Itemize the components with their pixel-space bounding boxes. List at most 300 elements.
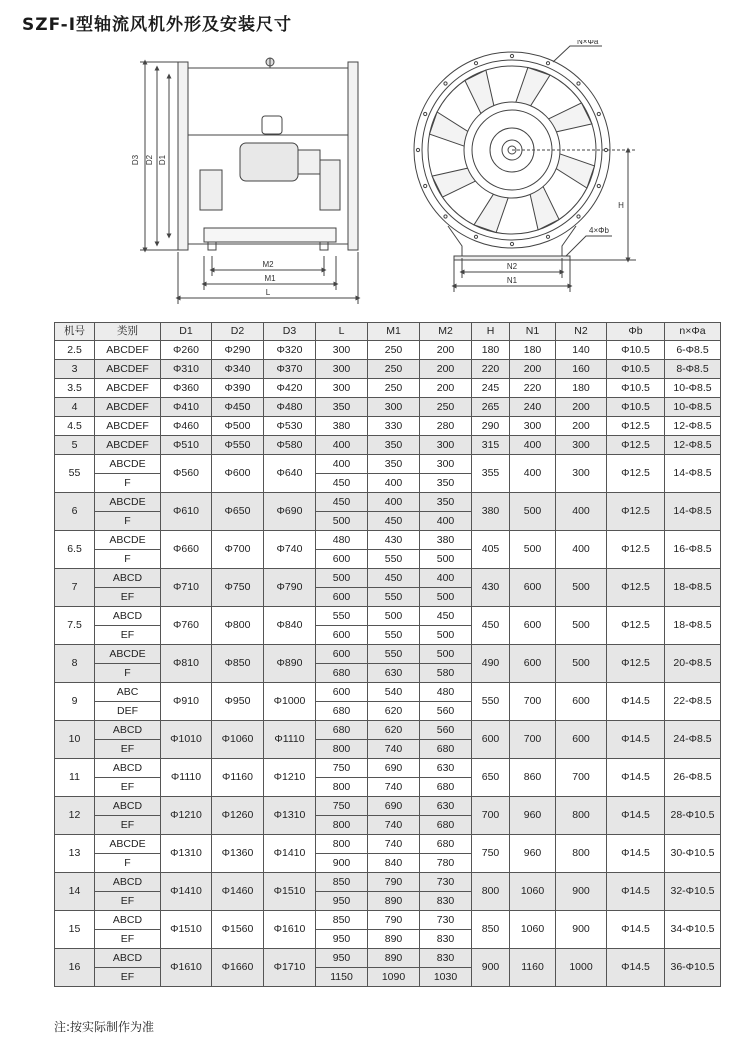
table-row [55,531,721,550]
table-cell: 400 [420,512,472,531]
table-row [55,949,721,968]
table-cell: 16-Φ8.5 [665,531,721,569]
bolt-hole [424,184,427,187]
table-cell: 560 [420,721,472,740]
table-cell: ABCD [95,607,161,626]
table-cell: 180 [510,341,556,360]
table-cell: 680 [316,721,368,740]
table-cell: Φ1210 [161,797,212,835]
table-cell: Φ790 [264,569,316,607]
table-cell: Φ14.5 [607,759,665,797]
table-cell: 700 [556,759,607,797]
table-cell: Φ650 [212,493,264,531]
table-cell: 26-Φ8.5 [665,759,721,797]
table-row [55,683,721,702]
table-cell: 350 [368,455,420,474]
table-cell: 500 [556,607,607,645]
table-cell: 250 [368,379,420,398]
table-cell: 7.5 [55,607,95,645]
table-cell: 400 [316,436,368,455]
table-cell: 500 [510,531,556,569]
table-cell: 400 [510,436,556,455]
table-cell: Φ12.5 [607,531,665,569]
table-cell: Φ610 [161,493,212,531]
table-cell: 3.5 [55,379,95,398]
table-cell: 34-Φ10.5 [665,911,721,949]
label-l: L [265,288,271,297]
table-cell: 300 [420,436,472,455]
table-cell: Φ740 [264,531,316,569]
table-cell: 600 [472,721,510,759]
table-cell: 28-Φ10.5 [665,797,721,835]
table-cell: 220 [510,379,556,398]
table-cell: 450 [316,474,368,493]
table-cell: 500 [420,645,472,664]
table-cell: EF [95,740,161,759]
table-cell: Φ660 [161,531,212,569]
table-cell: Φ12.5 [607,417,665,436]
table-cell: Φ480 [264,398,316,417]
label-n1: N1 [506,276,518,285]
table-cell: 30-Φ10.5 [665,835,721,873]
table-cell: 400 [420,569,472,588]
table-cell: Φ1410 [264,835,316,873]
table-cell: 22-Φ8.5 [665,683,721,721]
table-cell: Φ1360 [212,835,264,873]
table-cell: 890 [368,949,420,968]
table-row [55,417,721,436]
table-cell: 300 [556,455,607,493]
bolt-hole [444,215,447,218]
table-row [55,493,721,512]
table-cell: Φ840 [264,607,316,645]
label-n2: N2 [506,262,518,271]
column-header: Φb [607,323,665,341]
table-cell: 960 [510,797,556,835]
table-cell: 6-Φ8.5 [665,341,721,360]
table-cell: Φ700 [212,531,264,569]
table-cell: Φ12.5 [607,607,665,645]
table-cell: 13 [55,835,95,873]
bolt-hole [424,112,427,115]
table-row [55,455,721,474]
column-header: H [472,323,510,341]
table-cell: EF [95,626,161,645]
column-header: N2 [556,323,607,341]
table-cell: ABCDE [95,835,161,854]
table-cell: 265 [472,398,510,417]
table-cell: Φ14.5 [607,797,665,835]
table-cell: 800 [316,835,368,854]
table-cell: 9 [55,683,95,721]
table-cell: 900 [316,854,368,873]
table-cell: 840 [368,854,420,873]
side-view [140,58,358,304]
table-cell: 680 [420,816,472,835]
column-header: M1 [368,323,420,341]
table-cell: 1060 [510,873,556,911]
table-cell: Φ14.5 [607,911,665,949]
table-cell: ABCD [95,721,161,740]
table-cell: 800 [472,873,510,911]
table-cell: 550 [316,607,368,626]
table-cell: 700 [510,683,556,721]
table-cell: Φ530 [264,417,316,436]
table-cell: 16 [55,949,95,987]
table-cell: Φ1510 [161,911,212,949]
table-cell: Φ10.5 [607,360,665,379]
bolt-hole [546,235,549,238]
table-cell: 3 [55,360,95,379]
table-row [55,360,721,379]
table-cell: EF [95,588,161,607]
table-cell: 140 [556,341,607,360]
table-cell: 15 [55,911,95,949]
table-cell: 850 [316,911,368,930]
table-cell: Φ14.5 [607,835,665,873]
table-cell: Φ640 [264,455,316,493]
table-cell: Φ1310 [161,835,212,873]
table-cell: 600 [556,683,607,721]
bolt-hole [577,82,580,85]
table-cell: 36-Φ10.5 [665,949,721,987]
table-cell: 600 [556,721,607,759]
table-cell: 245 [472,379,510,398]
bolt-hole [510,54,513,57]
table-cell: ABCD [95,949,161,968]
table-cell: 800 [556,835,607,873]
table-cell: 790 [368,911,420,930]
bolt-hole [577,215,580,218]
table-cell: 500 [556,645,607,683]
table-cell: 240 [510,398,556,417]
table-cell: 180 [472,341,510,360]
table-cell: 8 [55,645,95,683]
table-cell: 850 [472,911,510,949]
table-cell: 400 [368,474,420,493]
table-cell: Φ1510 [264,873,316,911]
table-cell: Φ1160 [212,759,264,797]
table-cell: 620 [368,721,420,740]
table-cell: 1090 [368,968,420,987]
bolt-hole [474,235,477,238]
table-cell: Φ10.5 [607,398,665,417]
front-view [414,46,636,292]
table-cell: 500 [556,569,607,607]
page-title: SZF-Ⅰ型轴流风机外形及安装尺寸 [22,15,293,35]
table-row [55,759,721,778]
table-cell: 740 [368,740,420,759]
column-header: 类别 [95,323,161,341]
table-cell: 14-Φ8.5 [665,455,721,493]
table-cell: 480 [420,683,472,702]
table-cell: Φ10.5 [607,341,665,360]
table-cell: 12-Φ8.5 [665,417,721,436]
table-cell: 500 [420,550,472,569]
table-cell: 400 [368,493,420,512]
table-cell: Φ1460 [212,873,264,911]
table-cell: Φ370 [264,360,316,379]
table-cell: 800 [316,740,368,759]
table-cell: Φ750 [212,569,264,607]
table-cell: 700 [472,797,510,835]
table-cell: Φ950 [212,683,264,721]
table-row [55,721,721,740]
column-header: N1 [510,323,556,341]
table-cell: Φ850 [212,645,264,683]
table-cell: 12 [55,797,95,835]
label-h: H [618,201,624,210]
table-cell: 300 [316,360,368,379]
table-row [55,379,721,398]
table-cell: 250 [368,360,420,379]
table-cell: 300 [316,379,368,398]
table-row [55,607,721,626]
table-cell: 860 [510,759,556,797]
table-header-row [55,323,721,341]
table-cell: 500 [316,569,368,588]
table-cell: Φ1560 [212,911,264,949]
table-cell: 6 [55,493,95,531]
table-cell: 350 [420,474,472,493]
table-cell: 20-Φ8.5 [665,645,721,683]
table-cell: ABCD [95,569,161,588]
table-cell: F [95,512,161,531]
table-cell: Φ550 [212,436,264,455]
table-cell: Φ14.5 [607,721,665,759]
table-cell: 400 [510,455,556,493]
table-cell: 400 [316,455,368,474]
table-cell: Φ760 [161,607,212,645]
table-cell: 220 [472,360,510,379]
table-cell: ABCDE [95,455,161,474]
table-cell: 8-Φ8.5 [665,360,721,379]
table-cell: Φ260 [161,341,212,360]
table-cell: 690 [368,797,420,816]
table-cell: 900 [556,873,607,911]
table-cell: Φ12.5 [607,493,665,531]
table-cell: 10 [55,721,95,759]
table-cell: Φ420 [264,379,316,398]
dimensions-table [54,322,721,987]
table-cell: 7 [55,569,95,607]
table-cell: 280 [420,417,472,436]
table-cell: 500 [510,493,556,531]
table-cell: ABCDEF [95,417,161,436]
bolt-hole [416,148,419,151]
bolt-hole [597,184,600,187]
bolt-hole [474,62,477,65]
table-cell: 200 [556,417,607,436]
table-cell: EF [95,816,161,835]
table-cell: ABCD [95,797,161,816]
table-cell: 680 [316,664,368,683]
table-cell: 380 [316,417,368,436]
table-cell: 550 [368,588,420,607]
table-cell: 850 [316,873,368,892]
table-cell: 400 [556,493,607,531]
table-cell: 600 [510,569,556,607]
table-cell: 5 [55,436,95,455]
table-cell: 4 [55,398,95,417]
table-cell: Φ340 [212,360,264,379]
table-cell: 300 [420,455,472,474]
column-header: D2 [212,323,264,341]
column-header: D1 [161,323,212,341]
table-cell: 600 [316,626,368,645]
table-cell: 500 [316,512,368,531]
table-cell: 160 [556,360,607,379]
bolt-hole [510,242,513,245]
table-cell: 450 [368,512,420,531]
table-cell: 740 [368,816,420,835]
table-cell: 490 [472,645,510,683]
table-cell: 680 [420,778,472,797]
table-cell: Φ290 [212,341,264,360]
label-d1: D1 [158,154,167,166]
table-cell: Φ390 [212,379,264,398]
table-cell: 750 [316,797,368,816]
table-cell: Φ1000 [264,683,316,721]
table-cell: 380 [420,531,472,550]
table-cell: 6.5 [55,531,95,569]
label-4-phi-b: 4×Φb [589,226,609,235]
table-row [55,645,721,664]
table-cell: 580 [420,664,472,683]
table-cell: 600 [510,645,556,683]
table-cell: 10-Φ8.5 [665,398,721,417]
table-cell: 500 [420,626,472,645]
table-cell: ABCDE [95,493,161,512]
table-cell: 830 [420,930,472,949]
table-cell: Φ580 [264,436,316,455]
table-row [55,835,721,854]
label-n-phi-a: N×Φa [577,40,599,46]
table-cell: Φ14.5 [607,873,665,911]
table-cell: EF [95,968,161,987]
table-cell: Φ600 [212,455,264,493]
table-cell: Φ510 [161,436,212,455]
table-cell: 740 [368,835,420,854]
table-cell: Φ1610 [264,911,316,949]
table-cell: Φ1110 [264,721,316,759]
table-cell: ABC [95,683,161,702]
table-cell: 750 [316,759,368,778]
table-cell: 300 [368,398,420,417]
table-cell: 12-Φ8.5 [665,436,721,455]
table-cell: Φ890 [264,645,316,683]
table-row [55,341,721,360]
table-cell: 330 [368,417,420,436]
table-cell: ABCDE [95,531,161,550]
table-cell: 500 [368,607,420,626]
table-cell: Φ1210 [264,759,316,797]
table-cell: F [95,550,161,569]
table-cell: 200 [556,398,607,417]
table-cell: 405 [472,531,510,569]
bolt-hole [444,82,447,85]
table-cell: 350 [368,436,420,455]
table-cell: F [95,474,161,493]
table-cell: 800 [556,797,607,835]
table-cell: 200 [510,360,556,379]
table-cell: Φ12.5 [607,569,665,607]
table-cell: EF [95,892,161,911]
table-cell: Φ1410 [161,873,212,911]
table-cell: Φ12.5 [607,645,665,683]
table-cell: 550 [368,626,420,645]
label-m2: M2 [262,260,274,269]
table-cell: 730 [420,873,472,892]
table-cell: Φ460 [161,417,212,436]
table-cell: 790 [368,873,420,892]
table-row [55,569,721,588]
table-cell: ABCD [95,873,161,892]
table-cell: ABCDE [95,645,161,664]
table-cell: 480 [316,531,368,550]
table-cell: 350 [420,493,472,512]
table-cell: 450 [472,607,510,645]
table-cell: 1000 [556,949,607,987]
table-cell: 1150 [316,968,368,987]
table-cell: 430 [472,569,510,607]
table-cell: 550 [368,550,420,569]
table-cell: ABCDEF [95,398,161,417]
table-cell: Φ310 [161,360,212,379]
table-cell: 540 [368,683,420,702]
column-header: L [316,323,368,341]
table-cell: Φ12.5 [607,455,665,493]
table-cell: 560 [420,702,472,721]
table-cell: 600 [316,645,368,664]
table-cell: 200 [420,360,472,379]
table-cell: 1060 [510,911,556,949]
table-cell: 300 [510,417,556,436]
table-cell: Φ1060 [212,721,264,759]
table-cell: Φ10.5 [607,379,665,398]
table-cell: 1160 [510,949,556,987]
table-cell: Φ14.5 [607,949,665,987]
table-cell: 14-Φ8.5 [665,493,721,531]
table-cell: 450 [368,569,420,588]
table-row [55,398,721,417]
table-cell: 960 [510,835,556,873]
column-header: n×Φa [665,323,721,341]
column-header: D3 [264,323,316,341]
table-cell: 630 [420,759,472,778]
table-cell: 690 [368,759,420,778]
table-cell: 900 [472,949,510,987]
table-cell: 780 [420,854,472,873]
fan-blade [515,68,550,108]
table-cell: 24-Φ8.5 [665,721,721,759]
table-cell: 430 [368,531,420,550]
table-cell: 750 [472,835,510,873]
table-cell: Φ12.5 [607,436,665,455]
table-cell: 4.5 [55,417,95,436]
table-cell: ABCDEF [95,379,161,398]
table-cell: Φ910 [161,683,212,721]
fan-blade [555,153,595,188]
table-cell: 250 [420,398,472,417]
table-cell: 500 [420,588,472,607]
table-cell: Φ14.5 [607,683,665,721]
table-cell: Φ1610 [161,949,212,987]
table-cell: DEF [95,702,161,721]
table-cell: 550 [472,683,510,721]
table-cell: ABCD [95,759,161,778]
bolt-hole [546,62,549,65]
